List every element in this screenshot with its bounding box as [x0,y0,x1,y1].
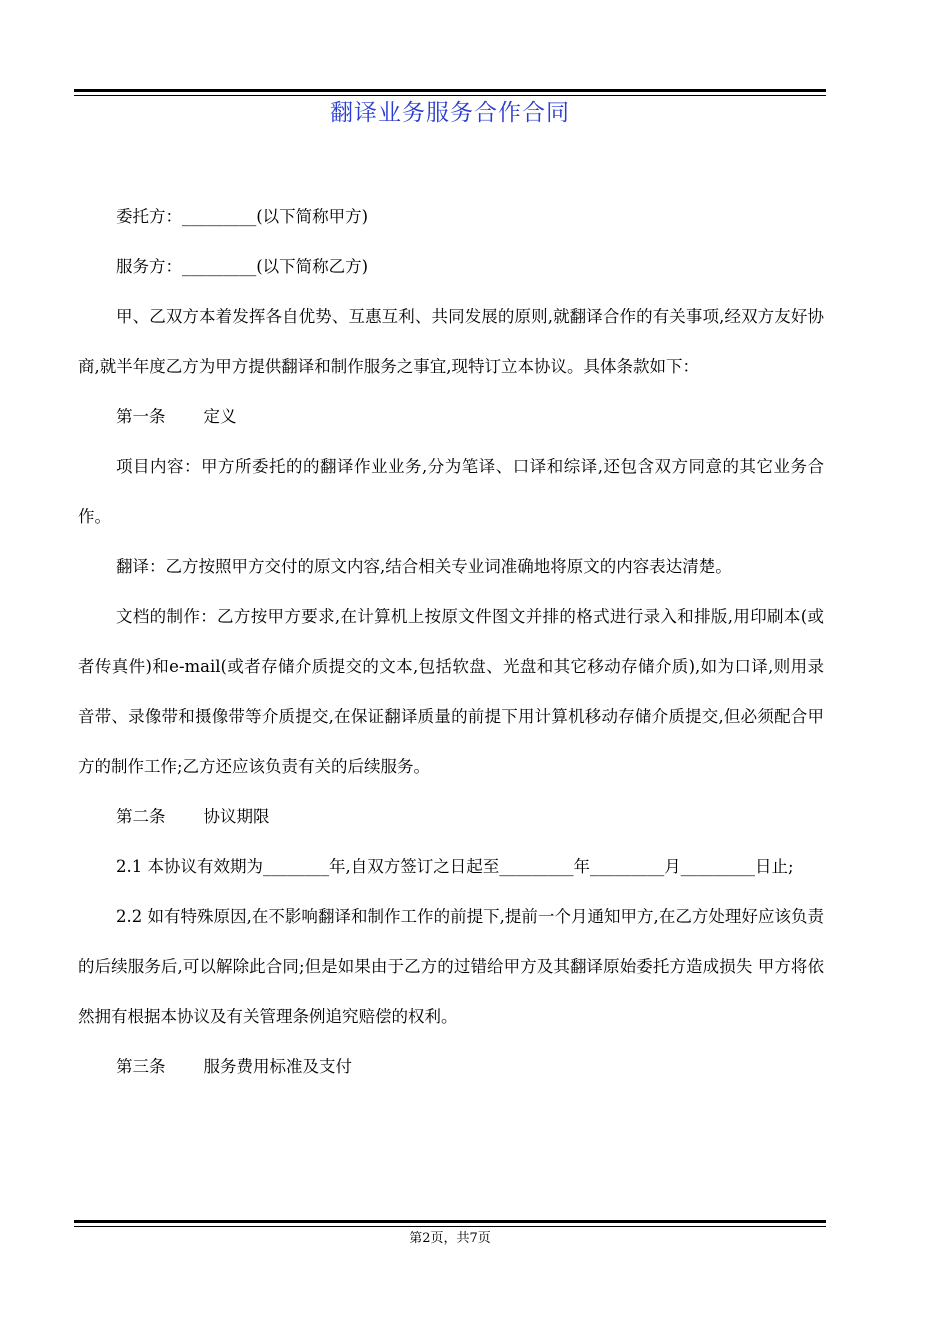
clause-2-2: 2.2 如有特殊原因,在不影响翻译和制作工作的前提下,提前一个月通知甲方,在乙方处理好应该负责的后续服务后,可以解除此合同;但是如果由于乙方的过错给甲方及其翻译原始委托方造成损失 甲方将依然拥有根据本协议及有关管理条例追究赔偿的权利。 [78,907,824,1026]
party-b-line: 服务方：_________(以下简称乙方) [116,257,369,276]
definition-production: 文档的制作：乙方按甲方要求,在计算机上按原文件图文并排的格式进行录入和排版,用印刷本(或者传真件)和e-mail(或者存储介质提交的文本,包括软盘、光盘和其它移动存储介质),如为口译,则用录音带、录像带和摄像带等介质提交,在保证翻译质量的前提下用计算机移动存储介质提交,但必须配合甲方的制作工作;乙方还应该负责有关的后续服务。 [78,607,824,776]
definition-translation: 翻译：乙方按照甲方交付的原文内容,结合相关专业词准确地将原文的内容表达清楚。 [116,557,732,576]
definition-project: 项目内容：甲方所委托的的翻译作业业务,分为笔译、口译和综译,还包含双方同意的其它业务合作。 [78,457,824,526]
article-number: 第二条 [116,807,166,826]
article-3-heading [78,1042,824,1092]
article-number: 第一条 [116,407,166,426]
party-a-line: 委托方：_________(以下简称甲方) [116,207,369,226]
document-body [78,192,824,1092]
page-number: 第2页，共7页 [409,1231,491,1246]
clause-2-1: 2.1 本协议有效期为________年,自双方签订之日起至_________年_________月_________日止; [116,857,794,876]
article-label: 协议期限 [203,807,270,826]
article-2-heading [78,792,824,842]
document-title: 翻译业务服务合作合同 [330,100,570,126]
article-number: 第三条 [116,1057,166,1076]
footer-rule-thin [74,1226,826,1227]
article-label: 定义 [203,407,237,426]
preamble-paragraph: 甲、乙双方本着发挥各自优势、互惠互利、共同发展的原则,就翻译合作的有关事项,经双方友好协商,就半年度乙方为甲方提供翻译和制作服务之事宜,现特订立本协议。具体条款如下： [78,307,824,376]
article-label: 服务费用标准及支付 [203,1057,352,1076]
article-1-heading [78,392,824,442]
footer-rule [74,1220,826,1223]
header-rule [74,89,826,92]
